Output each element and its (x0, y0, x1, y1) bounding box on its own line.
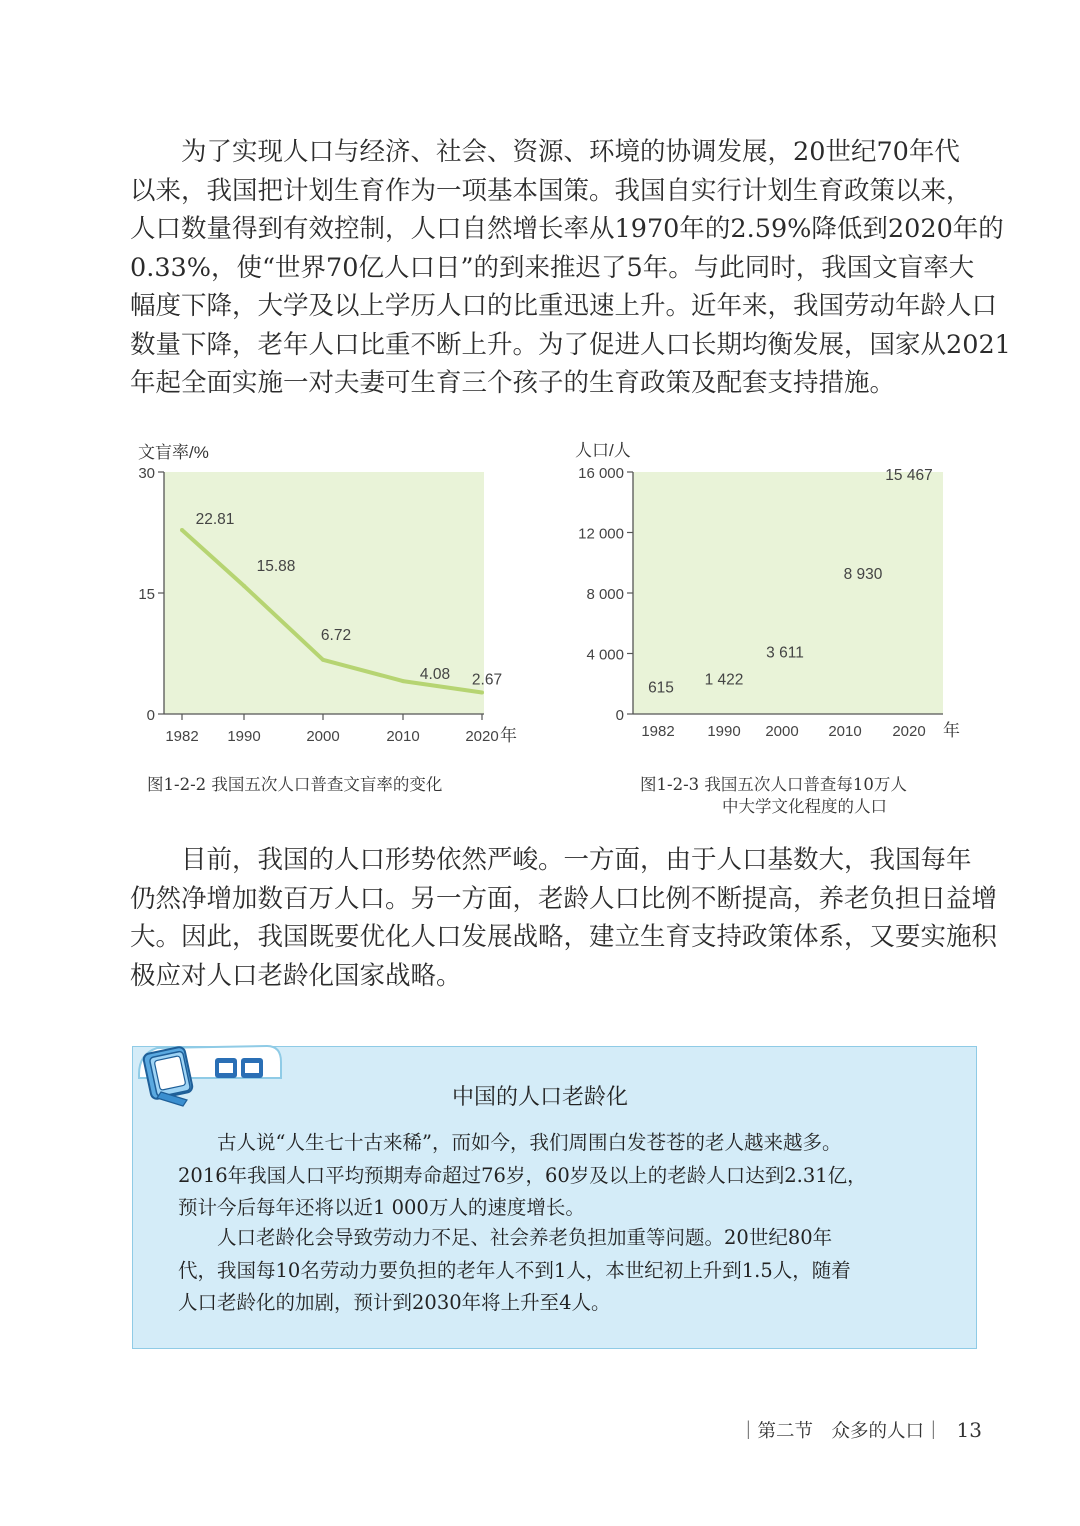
data-point (242, 584, 246, 588)
y-tick-label: 16 000 (578, 465, 624, 482)
text-line: 人口老龄化的加剧，预计到2030年将上升至4人。 (178, 1291, 611, 1314)
text-line: 人口数量得到有效控制，人口自然增长率从1970年的2.59%降低到2020年的 (130, 214, 1004, 244)
y-tick-label: 4 000 (586, 646, 624, 664)
intro-paragraph (130, 133, 1011, 403)
text-line: 0.33%，使“世界70亿人口日”的到来推迟了5年。与此同时，我国文盲率大 (130, 252, 975, 283)
text-line: 极应对人口老龄化国家战略。 (130, 960, 462, 991)
figure-caption: 图1-2-2 我国五次人口普查文盲率的变化 (147, 775, 443, 794)
figure-caption: 中大学文化程度的人口 (722, 797, 887, 816)
x-tick-label: 1990 (227, 728, 261, 745)
data-label: 6.72 (320, 626, 352, 644)
data-point (401, 679, 405, 683)
data-point (321, 658, 325, 662)
data-label: 8 930 (843, 565, 883, 583)
text-line: 年起全面实施一对夫妻可生育三个孩子的生育政策及配套支持措施。 (130, 368, 896, 398)
figure-caption: 图1-2-3 我国五次人口普查每10万人 (640, 775, 907, 794)
y-tick-label: 12 000 (578, 525, 624, 543)
data-point (180, 528, 184, 532)
x-axis-label: 年 (943, 721, 960, 740)
data-label: 15 467 (885, 467, 933, 485)
reading-box-title: 中国的人口老龄化 (451, 1085, 628, 1110)
data-label: 615 (648, 679, 674, 697)
data-label: 15.88 (256, 557, 296, 575)
illiteracy-rate-chart (130, 436, 540, 745)
x-tick-label: 1982 (641, 723, 675, 740)
text-line: 人口老龄化会导致劳动力不足、社会养老负担加重等问题。20世纪80年 (178, 1226, 833, 1249)
data-label: 3 611 (766, 644, 804, 662)
y-axis-label: 人口/人 (575, 441, 631, 460)
x-tick-label: 2020 (465, 728, 499, 745)
y-tick-label: 0 (146, 707, 155, 724)
text-line: 古人说“人生七十古来稀”，而如今，我们周围白发苍苍的老人越来越多。 (178, 1131, 842, 1154)
data-label: 22.81 (195, 510, 235, 528)
x-tick-label: 2000 (765, 723, 799, 740)
text-line: 预计今后每年还将以近1 000万人的速度增长。 (178, 1196, 585, 1219)
x-tick-label: 1990 (707, 723, 741, 740)
badge-label: 阅读 (239, 1094, 241, 1095)
x-tick-label: 2010 (386, 728, 420, 745)
y-tick-label: 8 000 (586, 586, 624, 603)
text-line: 幅度下降，大学及以上学历人口的比重迅速上升。近年来，我国劳动年龄人口 (130, 291, 998, 321)
data-label: 1 422 (704, 671, 744, 689)
text-line: 以来，我国把计划生育作为一项基本国策。我国自实行计划生育政策以来， (130, 175, 972, 206)
reading-paragraph (178, 1127, 958, 1225)
text-line: 目前，我国的人口形势依然严峻。一方面，由于人口基数大，我国每年 (130, 845, 972, 875)
page-number: 13 (956, 1418, 982, 1442)
data-point (480, 690, 484, 694)
x-tick-label: 2000 (306, 728, 340, 745)
text-line: 为了实现人口与经济、社会、资源、环境的协调发展，20世纪70年代 (130, 137, 960, 167)
y-axis-label: 文盲率/% (138, 443, 209, 462)
x-tick-label: 2010 (828, 723, 862, 740)
text-line: 数量下降，老年人口比重不断上升。为了促进人口长期均衡发展，国家从2021 (130, 329, 1011, 360)
data-label: 4.08 (419, 666, 451, 684)
text-line: 仍然净增加数百万人口。另一方面，老龄人口比例不断提高，养老负担日益增 (130, 883, 998, 914)
x-tick-label: 1982 (165, 728, 199, 745)
x-tick-label: 2020 (892, 723, 926, 740)
y-tick-label: 15 (138, 586, 155, 603)
text-line: 2016年我国人口平均预期寿命超过76岁，60岁及以上的老龄人口达到2.31亿， (178, 1163, 867, 1187)
situation-paragraph (130, 841, 998, 995)
y-tick-label: 0 (615, 707, 624, 724)
data-label: 2.67 (471, 671, 503, 689)
university-population-chart (565, 436, 975, 740)
text-line: 大。因此，我国既要优化人口发展战略，建立生育支持政策体系，又要实施积 (130, 922, 998, 952)
page-footer (739, 1417, 982, 1443)
reading-paragraph (178, 1222, 958, 1320)
y-tick-label: 30 (138, 465, 155, 482)
section-label: ｜第二节 众多的人口｜ (739, 1421, 943, 1442)
plot-area (633, 472, 943, 714)
text-line: 代，我国每10名劳动力要负担的老年人不到1人，本世纪初上升到1.5人，随着 (178, 1258, 851, 1282)
x-axis-label: 年 (500, 726, 517, 745)
